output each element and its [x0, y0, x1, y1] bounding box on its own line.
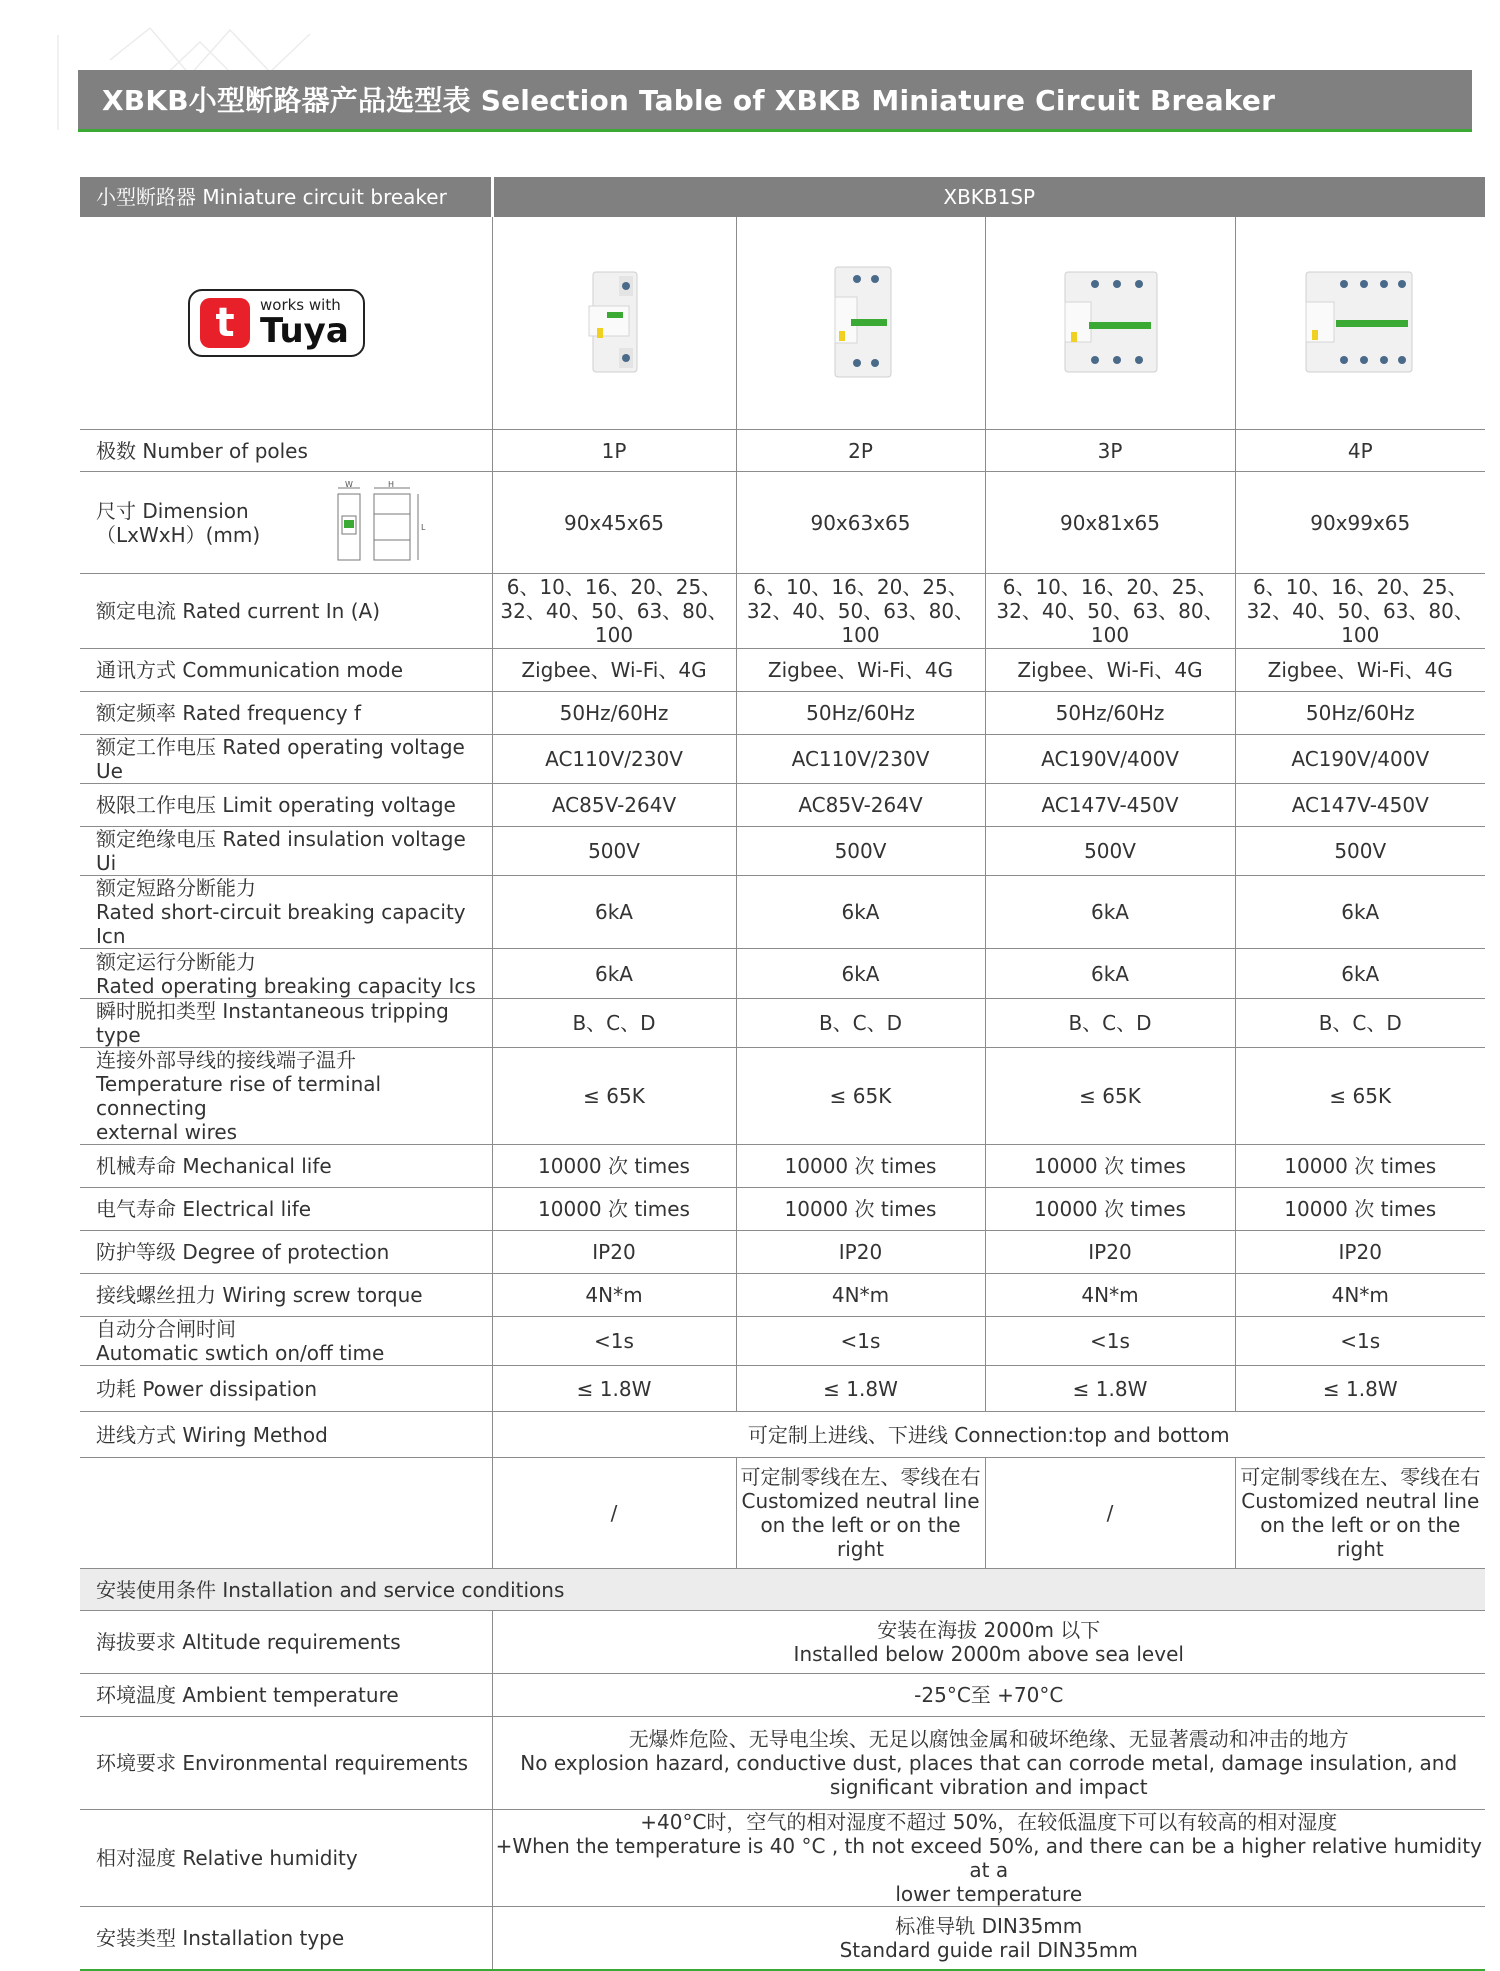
- power-2p: ≤ 1.8W: [736, 1366, 985, 1412]
- breaker-1p-icon: [579, 268, 649, 378]
- neutral-line3: on the left or on the right: [1260, 1513, 1461, 1561]
- humidity-line1: +40°C时，空气的相对湿度不超过 50%，在较低温度下可以有较高的相对湿度: [640, 1810, 1338, 1834]
- breaker-2p-icon: [821, 263, 901, 383]
- page-title: XBKB小型断路器产品选型表 Selection Table of XBKB Miniature Circuit Breaker: [78, 70, 1472, 132]
- protection-label: 防护等级 Degree of protection: [80, 1231, 492, 1274]
- onoff-3p: <1s: [985, 1317, 1235, 1366]
- torque-3p: 4N*m: [985, 1274, 1235, 1317]
- environment-line2: No explosion hazard, conductive dust, places that can corrode metal, damage insulation, and: [520, 1751, 1458, 1775]
- current-line1: 6、10、16、20、25、: [506, 575, 722, 599]
- dimension-2p: 90x63x65: [736, 472, 985, 574]
- ics-2p: 6kA: [736, 949, 985, 999]
- install-section-title: 安装使用条件 Installation and service conditions: [80, 1569, 1485, 1611]
- power-3p: ≤ 1.8W: [985, 1366, 1235, 1412]
- neutral-line3: on the left or on the right: [760, 1513, 961, 1561]
- comm-1p: Zigbee、Wi-Fi、4G: [492, 649, 736, 692]
- ics-row: [80, 949, 1485, 999]
- header-label: 小型断路器 Miniature circuit breaker: [80, 177, 492, 217]
- install-type-row: [80, 1907, 1485, 1971]
- tripping-row: [80, 999, 1485, 1048]
- dimension-1p: 90x45x65: [492, 472, 736, 574]
- elec-life-3p: 10000 次 times: [985, 1188, 1235, 1231]
- poles-1p: 1P: [492, 430, 736, 472]
- current-3p: [985, 574, 1235, 649]
- tripping-4p: B、C、D: [1235, 999, 1485, 1048]
- humidity-row: [80, 1810, 1485, 1907]
- torque-1p: 4N*m: [492, 1274, 736, 1317]
- ics-label: [80, 949, 492, 999]
- product-image-3p: [985, 217, 1235, 430]
- ambient-value: -25°C至 +70°C: [492, 1674, 1485, 1717]
- current-line1: 6、10、16、20、25、: [753, 575, 968, 599]
- header-model: XBKB1SP: [492, 177, 1485, 217]
- op-voltage-2p: AC110V/230V: [736, 735, 985, 784]
- temp-rise-label-cn: 连接外部导线的接线端子温升: [96, 1048, 356, 1072]
- elec-life-label: 电气寿命 Electrical life: [80, 1188, 492, 1231]
- product-image-2p: [736, 217, 985, 430]
- limit-voltage-label: 极限工作电压 Limit operating voltage: [80, 784, 492, 827]
- dim-h-text: H: [388, 480, 395, 489]
- current-2p: [736, 574, 985, 649]
- dimension-label: [80, 472, 492, 574]
- icn-label-cn: 额定短路分断能力: [96, 876, 256, 900]
- onoff-label-cn: 自动分合闸时间: [96, 1317, 236, 1341]
- mech-life-2p: 10000 次 times: [736, 1145, 985, 1188]
- neutral-line1: 可定制零线在左、零线在右: [1240, 1465, 1481, 1489]
- onoff-1p: <1s: [492, 1317, 736, 1366]
- wiring-row: [80, 1412, 1485, 1458]
- neutral-3p: /: [985, 1458, 1235, 1569]
- limit-voltage-4p: AC147V-450V: [1235, 784, 1485, 827]
- altitude-line2: Installed below 2000m above sea level: [793, 1642, 1184, 1666]
- icn-3p: 6kA: [985, 876, 1235, 949]
- temp-rise-2p: ≤ 65K: [736, 1048, 985, 1145]
- op-voltage-row: [80, 735, 1485, 784]
- current-row: [80, 574, 1485, 649]
- temp-rise-1p: ≤ 65K: [492, 1048, 736, 1145]
- tripping-3p: B、C、D: [985, 999, 1235, 1048]
- onoff-label: [80, 1317, 492, 1366]
- torque-2p: 4N*m: [736, 1274, 985, 1317]
- neutral-1p: /: [492, 1458, 736, 1569]
- environment-line3: significant vibration and impact: [829, 1775, 1148, 1799]
- mech-life-3p: 10000 次 times: [985, 1145, 1235, 1188]
- insul-voltage-4p: 500V: [1235, 827, 1485, 876]
- temp-rise-label: [80, 1048, 492, 1145]
- tuya-icon: t: [200, 298, 250, 348]
- ics-label-en: Rated operating breaking capacity Ics: [96, 973, 476, 998]
- op-voltage-3p: AC190V/400V: [985, 735, 1235, 784]
- comm-row: [80, 649, 1485, 692]
- onoff-4p: <1s: [1235, 1317, 1485, 1366]
- install-type-line1: 标准导轨 DIN35mm: [895, 1914, 1083, 1938]
- image-row: [80, 217, 1485, 430]
- op-voltage-1p: AC110V/230V: [492, 735, 736, 784]
- protection-2p: IP20: [736, 1231, 985, 1274]
- power-4p: ≤ 1.8W: [1235, 1366, 1485, 1412]
- comm-4p: Zigbee、Wi-Fi、4G: [1235, 649, 1485, 692]
- table-header-row: [80, 177, 1485, 217]
- product-image-4p: [1235, 217, 1485, 430]
- temp-rise-label-en2: external wires: [96, 1120, 238, 1144]
- torque-label: 接线螺丝扭力 Wiring screw torque: [80, 1274, 492, 1317]
- works-with-text: works with: [260, 296, 341, 314]
- dimension-4p: 90x99x65: [1235, 472, 1485, 574]
- icn-4p: 6kA: [1235, 876, 1485, 949]
- limit-voltage-row: [80, 784, 1485, 827]
- op-voltage-label: 额定工作电压 Rated operating voltage Ue: [80, 735, 492, 784]
- poles-2p: 2P: [736, 430, 985, 472]
- current-label: 额定电流 Rated current In (A): [80, 574, 492, 649]
- current-line2: 32、40、50、63、80、: [1246, 599, 1474, 623]
- environment-row: [80, 1717, 1485, 1810]
- mech-life-label: 机械寿命 Mechanical life: [80, 1145, 492, 1188]
- freq-row: [80, 692, 1485, 735]
- icn-2p: 6kA: [736, 876, 985, 949]
- ambient-row: [80, 1674, 1485, 1717]
- neutral-line2: Customized neutral line: [741, 1489, 980, 1513]
- current-line3: 100: [1341, 623, 1380, 647]
- poles-3p: 3P: [985, 430, 1235, 472]
- tripping-2p: B、C、D: [736, 999, 985, 1048]
- limit-voltage-2p: AC85V-264V: [736, 784, 985, 827]
- environment-value: [492, 1717, 1485, 1810]
- neutral-4p: [1235, 1458, 1485, 1569]
- humidity-line3: lower temperature: [895, 1882, 1083, 1906]
- temp-rise-4p: ≤ 65K: [1235, 1048, 1485, 1145]
- current-line3: 100: [594, 623, 634, 647]
- current-line3: 100: [1090, 623, 1130, 647]
- environment-line1: 无爆炸危险、无导电尘埃、无足以腐蚀金属和破坏绝缘、无显著震动和冲击的地方: [628, 1727, 1349, 1751]
- comm-2p: Zigbee、Wi-Fi、4G: [736, 649, 985, 692]
- ics-3p: 6kA: [985, 949, 1235, 999]
- neutral-label: [80, 1458, 492, 1569]
- icn-label: [80, 876, 492, 949]
- humidity-label: 相对湿度 Relative humidity: [80, 1810, 492, 1907]
- altitude-row: [80, 1611, 1485, 1674]
- insul-voltage-row: [80, 827, 1485, 876]
- freq-2p: 50Hz/60Hz: [736, 692, 985, 735]
- temp-rise-3p: ≤ 65K: [985, 1048, 1235, 1145]
- insul-voltage-1p: 500V: [492, 827, 736, 876]
- ics-label-cn: 额定运行分断能力: [96, 949, 256, 974]
- environment-label: 环境要求 Environmental requirements: [80, 1717, 492, 1810]
- install-type-label: 安装类型 Installation type: [80, 1907, 492, 1971]
- protection-1p: IP20: [492, 1231, 736, 1274]
- poles-row: [80, 430, 1485, 472]
- current-line1: 6、10、16、20、25、: [1252, 575, 1468, 599]
- tuya-logo: [188, 289, 365, 357]
- altitude-label: 海拔要求 Altitude requirements: [80, 1611, 492, 1674]
- ics-1p: 6kA: [492, 949, 736, 999]
- comm-3p: Zigbee、Wi-Fi、4G: [985, 649, 1235, 692]
- elec-life-4p: 10000 次 times: [1235, 1188, 1485, 1231]
- protection-3p: IP20: [985, 1231, 1235, 1274]
- power-label: 功耗 Power dissipation: [80, 1366, 492, 1412]
- torque-4p: 4N*m: [1235, 1274, 1485, 1317]
- onoff-2p: <1s: [736, 1317, 985, 1366]
- op-voltage-4p: AC190V/400V: [1235, 735, 1485, 784]
- elec-life-2p: 10000 次 times: [736, 1188, 985, 1231]
- limit-voltage-1p: AC85V-264V: [492, 784, 736, 827]
- altitude-line1: 安装在海拔 2000m 以下: [877, 1618, 1101, 1642]
- comm-label: 通讯方式 Communication mode: [80, 649, 492, 692]
- freq-1p: 50Hz/60Hz: [492, 692, 736, 735]
- humidity-line2: +When the temperature is 40 °C , th not exceed 50%, and there can be a higher relative humidity at a: [495, 1834, 1482, 1882]
- current-line1: 6、10、16、20、25、: [1002, 575, 1218, 599]
- dim-l-text: L: [421, 523, 426, 532]
- elec-life-1p: 10000 次 times: [492, 1188, 736, 1231]
- wiring-value: 可定制上进线、下进线 Connection:top and bottom: [492, 1412, 1485, 1458]
- insul-voltage-2p: 500V: [736, 827, 985, 876]
- current-line2: 32、40、50、63、80、: [746, 599, 975, 623]
- current-line2: 32、40、50、63、80、: [996, 599, 1224, 623]
- ambient-label: 环境温度 Ambient temperature: [80, 1674, 492, 1717]
- neutral-line1: 可定制零线在左、零线在右: [740, 1465, 981, 1489]
- humidity-value: [492, 1810, 1485, 1907]
- install-type-line2: Standard guide rail DIN35mm: [839, 1938, 1138, 1962]
- freq-3p: 50Hz/60Hz: [985, 692, 1235, 735]
- neutral-row: [80, 1458, 1485, 1569]
- current-line3: 100: [841, 623, 880, 647]
- elec-life-row: [80, 1188, 1485, 1231]
- dimension-drawing-icon: [330, 480, 430, 566]
- freq-label: 额定频率 Rated frequency f: [80, 692, 492, 735]
- selection-table: [80, 177, 1485, 1971]
- torque-row: [80, 1274, 1485, 1317]
- dimension-row: [80, 472, 1485, 574]
- dimension-3p: 90x81x65: [985, 472, 1235, 574]
- current-1p: [492, 574, 736, 649]
- neutral-line2: Customized neutral line: [1241, 1489, 1480, 1513]
- tripping-1p: B、C、D: [492, 999, 736, 1048]
- poles-4p: 4P: [1235, 430, 1485, 472]
- power-row: [80, 1366, 1485, 1412]
- onoff-row: [80, 1317, 1485, 1366]
- ics-4p: 6kA: [1235, 949, 1485, 999]
- tripping-label: 瞬时脱扣类型 Instantaneous tripping type: [80, 999, 492, 1048]
- dimension-label-line2: （LxWxH）(mm): [96, 522, 261, 547]
- altitude-value: [492, 1611, 1485, 1674]
- mech-life-4p: 10000 次 times: [1235, 1145, 1485, 1188]
- neutral-2p: [736, 1458, 985, 1569]
- protection-4p: IP20: [1235, 1231, 1485, 1274]
- temp-rise-row: [80, 1048, 1485, 1145]
- poles-label: 极数 Number of poles: [80, 430, 492, 472]
- install-section-row: [80, 1569, 1485, 1611]
- wiring-label: 进线方式 Wiring Method: [80, 1412, 492, 1458]
- tuya-brand-text: Tuya: [260, 311, 349, 351]
- install-type-value: [492, 1907, 1485, 1971]
- insul-voltage-3p: 500V: [985, 827, 1235, 876]
- dimension-label-line1: 尺寸 Dimension: [96, 498, 249, 523]
- dim-w-text: W: [345, 480, 353, 489]
- freq-4p: 50Hz/60Hz: [1235, 692, 1485, 735]
- current-4p: [1235, 574, 1485, 649]
- onoff-label-en: Automatic swtich on/off time: [96, 1341, 385, 1365]
- product-image-1p: [492, 217, 736, 430]
- tuya-logo-cell: [80, 217, 492, 430]
- temp-rise-label-en1: Temperature rise of terminal connecting: [96, 1072, 382, 1120]
- insul-voltage-label: 额定绝缘电压 Rated insulation voltage Ui: [80, 827, 492, 876]
- breaker-3p-icon: [1055, 268, 1165, 378]
- power-1p: ≤ 1.8W: [492, 1366, 736, 1412]
- limit-voltage-3p: AC147V-450V: [985, 784, 1235, 827]
- icn-row: [80, 876, 1485, 949]
- icn-label-en: Rated short-circuit breaking capacity Icn: [96, 900, 466, 948]
- breaker-4p-icon: [1300, 268, 1420, 378]
- mech-life-row: [80, 1145, 1485, 1188]
- icn-1p: 6kA: [492, 876, 736, 949]
- mech-life-1p: 10000 次 times: [492, 1145, 736, 1188]
- current-line2: 32、40、50、63、80、: [500, 599, 728, 623]
- protection-row: [80, 1231, 1485, 1274]
